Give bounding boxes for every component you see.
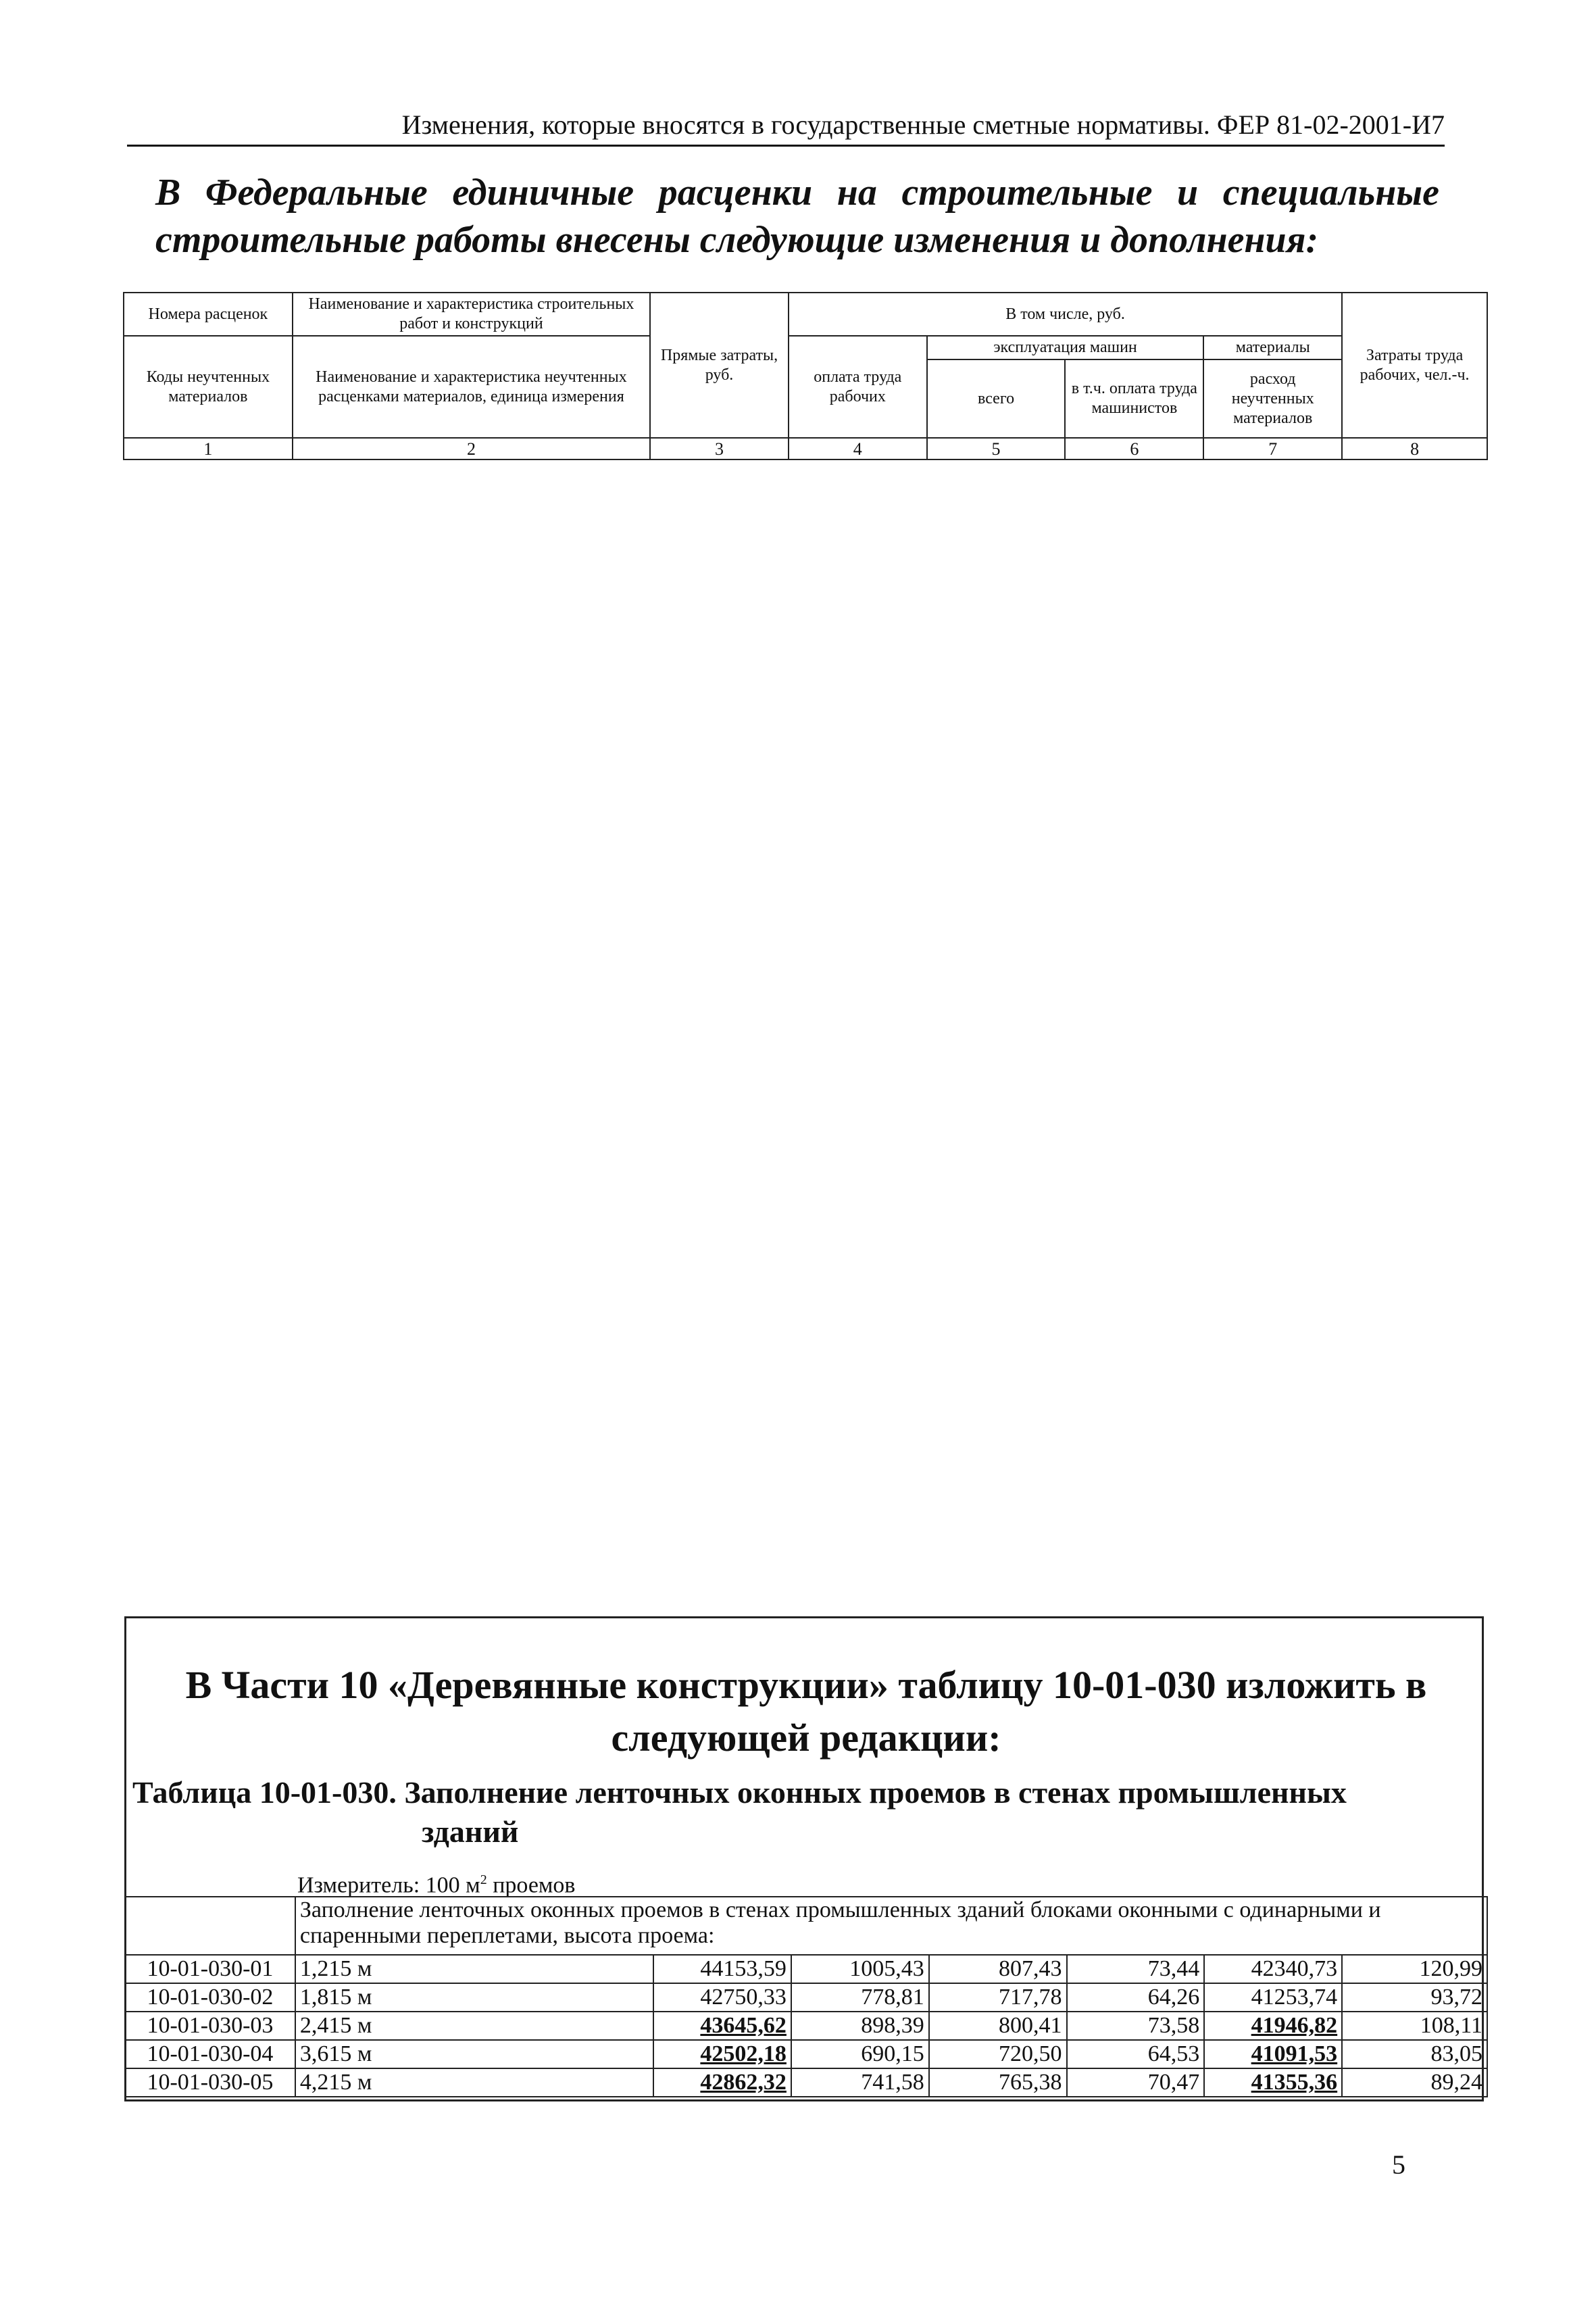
table-row xyxy=(125,1955,1487,1983)
column-number: 5 xyxy=(927,438,1066,459)
rates-table xyxy=(124,1896,1488,2097)
operator-pay-cell: 70,47 xyxy=(1067,2068,1205,2097)
part-title-line: В Части 10 «Деревянные конструкции» таблицу 10-01-030 изложить в xyxy=(185,1663,1427,1707)
materials-cell: 42340,73 xyxy=(1204,1955,1342,1983)
header-material-names: Наименование и характеристика неучтенных расценками материалов, единица измерения xyxy=(293,336,650,438)
header-work-name: Наименование и характеристика строительных работ и конструкций xyxy=(293,293,650,336)
direct-costs-cell: 43645,62 xyxy=(653,2012,791,2040)
column-number: 4 xyxy=(789,438,927,459)
rate-name-cell: 1,815 м xyxy=(295,1983,653,2012)
column-number: 3 xyxy=(650,438,789,459)
table-caption-line: зданий xyxy=(422,1814,519,1849)
page-number: 5 xyxy=(1392,2149,1405,2180)
header-operator-pay: в т.ч. оплата труда машинистов xyxy=(1065,359,1203,438)
header-worker-pay: оплата труда рабочих xyxy=(789,336,927,438)
header-materials: материалы xyxy=(1203,336,1342,359)
header-machines-total: всего xyxy=(927,359,1066,438)
rate-name-cell: 3,615 м xyxy=(295,2040,653,2068)
column-number: 8 xyxy=(1342,438,1487,459)
unit-of-measure xyxy=(297,1866,575,1899)
operator-pay-cell: 64,26 xyxy=(1067,1983,1205,2012)
column-number-row xyxy=(124,438,1487,459)
table-caption xyxy=(132,1773,1450,1851)
column-number: 1 xyxy=(124,438,293,459)
rate-code-cell: 10-01-030-04 xyxy=(125,2040,295,2068)
rate-code-cell: 10-01-030-02 xyxy=(125,1983,295,2012)
worker-pay-cell: 741,58 xyxy=(791,2068,929,2097)
direct-costs-cell: 42862,32 xyxy=(653,2068,791,2097)
machines-total-cell: 807,43 xyxy=(929,1955,1067,1983)
rates-rows xyxy=(125,1955,1487,2097)
intro-statement: В Федеральные единичные расценки на строительные и специальные строительные работы внесены следующие изменения и дополнения: xyxy=(155,172,1439,261)
worker-pay-cell: 690,15 xyxy=(791,2040,929,2068)
column-number: 2 xyxy=(293,438,650,459)
rate-name-cell: 4,215 м xyxy=(295,2068,653,2097)
section-row xyxy=(125,1897,1487,1955)
table-row xyxy=(125,2040,1487,2068)
materials-cell: 41253,74 xyxy=(1204,1983,1342,2012)
labor-hours-cell: 93,72 xyxy=(1342,1983,1487,2012)
header-rate-numbers: Номера расценок xyxy=(124,293,293,336)
section-description: Заполнение ленточных оконных проемов в стенах промышленных зданий блоками оконными с одинарными и спаренными переплетами, высота проема: xyxy=(295,1897,1487,1955)
worker-pay-cell: 898,39 xyxy=(791,2012,929,2040)
materials-cell: 41355,36 xyxy=(1204,2068,1342,2097)
header-labor-hours: Затраты труда рабочих, чел.-ч. xyxy=(1342,293,1487,438)
labor-hours-cell: 120,99 xyxy=(1342,1955,1487,1983)
rate-code-cell: 10-01-030-05 xyxy=(125,2068,295,2097)
machines-total-cell: 720,50 xyxy=(929,2040,1067,2068)
header-including: В том числе, руб. xyxy=(789,293,1342,336)
column-number: 7 xyxy=(1203,438,1342,459)
worker-pay-cell: 778,81 xyxy=(791,1983,929,2012)
rate-code-cell: 10-01-030-01 xyxy=(125,1955,295,1983)
worker-pay-cell: 1005,43 xyxy=(791,1955,929,1983)
machines-total-cell: 717,78 xyxy=(929,1983,1067,2012)
operator-pay-cell: 73,58 xyxy=(1067,2012,1205,2040)
header-direct-costs: Прямые затраты, руб. xyxy=(650,293,789,438)
part-title-line: следующей редакции: xyxy=(611,1716,1001,1760)
labor-hours-cell: 83,05 xyxy=(1342,2040,1487,2068)
measure-superscript: 2 xyxy=(480,1872,487,1887)
operator-pay-cell: 73,44 xyxy=(1067,1955,1205,1983)
running-header: Изменения, которые вносятся в государственные сметные нормативы. ФЕР 81-02-2001-И7 xyxy=(127,108,1445,147)
direct-costs-cell: 42502,18 xyxy=(653,2040,791,2068)
table-row xyxy=(125,1983,1487,2012)
direct-costs-cell: 42750,33 xyxy=(653,1983,791,2012)
part-title xyxy=(126,1659,1486,1764)
table-row xyxy=(125,2012,1487,2040)
direct-costs-cell: 44153,59 xyxy=(653,1955,791,1983)
machines-total-cell: 800,41 xyxy=(929,2012,1067,2040)
column-number: 6 xyxy=(1065,438,1203,459)
header-material-consumption: расход неучтенных материалов xyxy=(1203,359,1342,438)
rate-name-cell: 2,415 м xyxy=(295,2012,653,2040)
operator-pay-cell: 64,53 xyxy=(1067,2040,1205,2068)
materials-cell: 41946,82 xyxy=(1204,2012,1342,2040)
rate-code-cell: 10-01-030-03 xyxy=(125,2012,295,2040)
measure-prefix: Измеритель: 100 м xyxy=(297,1872,480,1898)
column-header-table xyxy=(123,292,1488,460)
rate-name-cell: 1,215 м xyxy=(295,1955,653,1983)
labor-hours-cell: 108,11 xyxy=(1342,2012,1487,2040)
table-caption-line: Таблица 10-01-030. Заполнение ленточных оконных проемов в стенах промышленных xyxy=(132,1775,1347,1810)
header-machine-operation: эксплуатация машин xyxy=(927,336,1204,359)
section-code-cell xyxy=(125,1897,295,1955)
header-material-codes: Коды неучтенных материалов xyxy=(124,336,293,438)
table-row xyxy=(125,2068,1487,2097)
labor-hours-cell: 89,24 xyxy=(1342,2068,1487,2097)
materials-cell: 41091,53 xyxy=(1204,2040,1342,2068)
machines-total-cell: 765,38 xyxy=(929,2068,1067,2097)
measure-suffix: проемов xyxy=(487,1872,576,1898)
